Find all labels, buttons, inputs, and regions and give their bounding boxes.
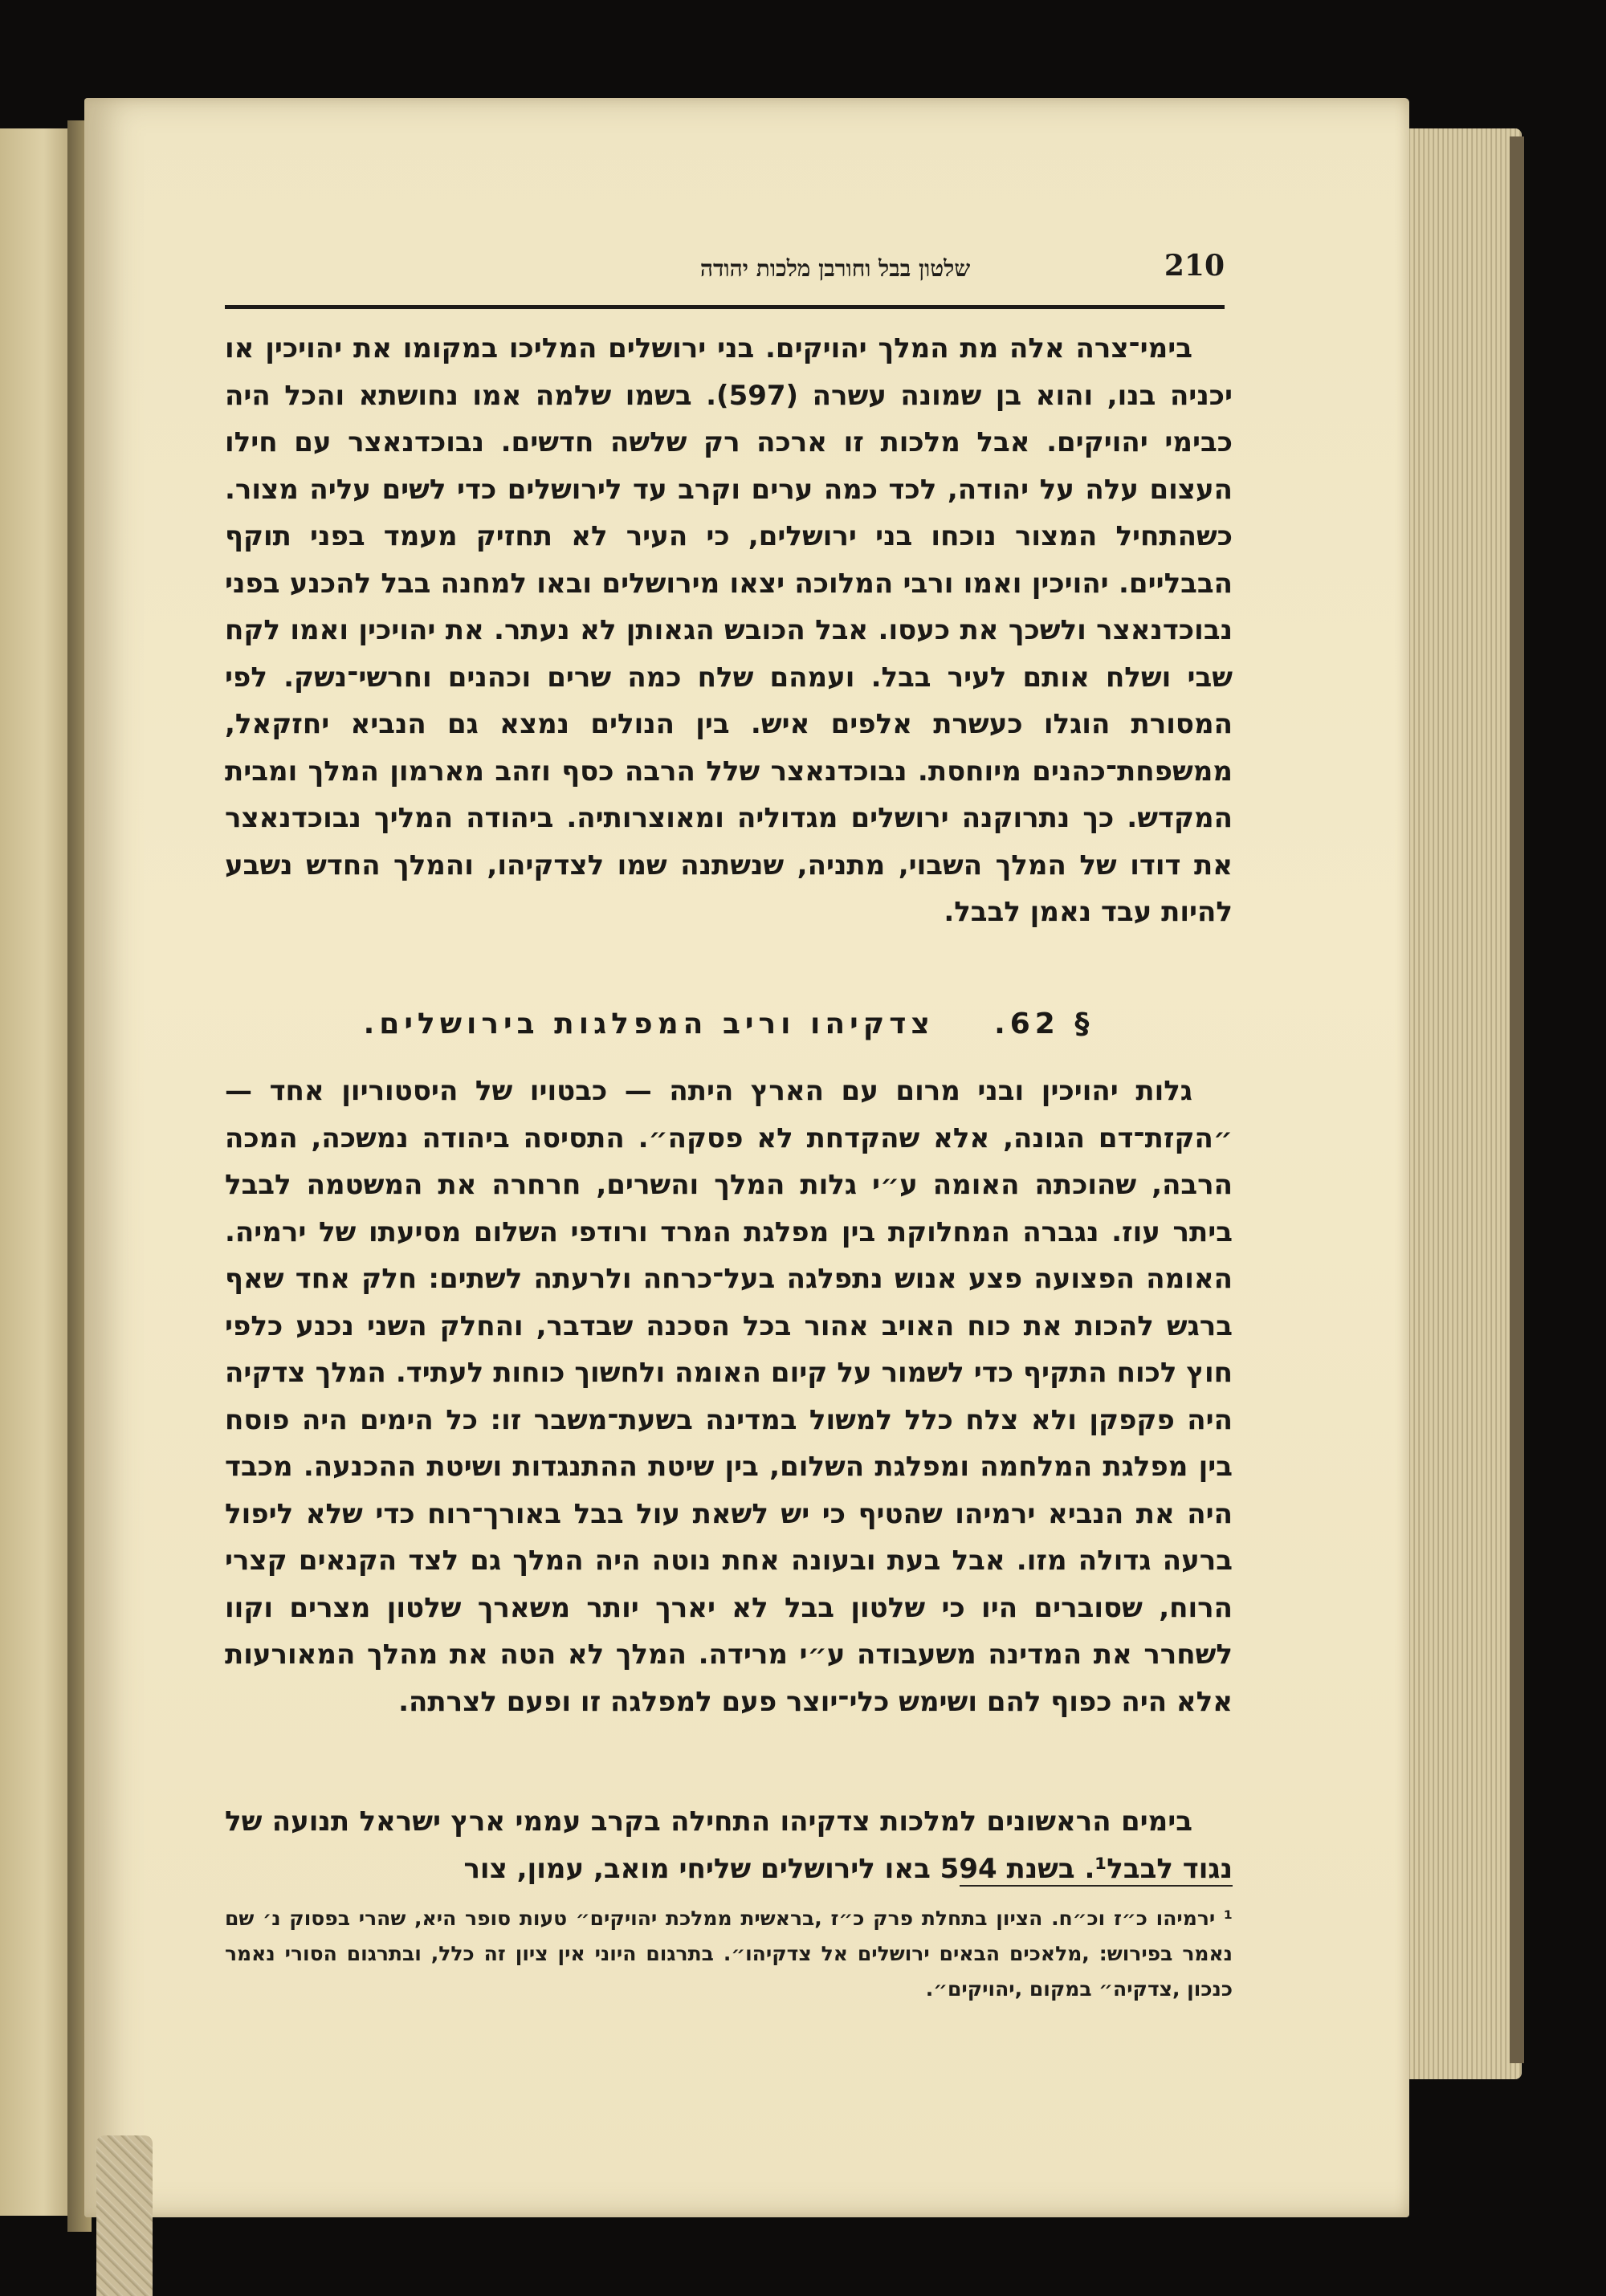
footnote-divider xyxy=(960,1885,1233,1887)
section-title: צדקיהו וריב המפלגות בירושלים. xyxy=(363,1008,935,1040)
paragraph-1 xyxy=(225,325,1233,936)
paragraph-3-text: בימים הראשונים למלכות צדקיהו התחילה בקרב עממי ארץ ישראל תנועה של נגוד לבבל¹. בשנת 594 באו לירושלים שליחי מואב, עמון, צור xyxy=(225,1805,1233,1885)
facing-left-page-edge xyxy=(0,128,72,2216)
running-head: שלטון בבל וחורבן מלכות יהודה xyxy=(699,255,971,282)
page-number: 210 xyxy=(1164,249,1225,283)
footnote xyxy=(225,1901,1233,2007)
section-number: § 62. xyxy=(994,1008,1094,1040)
paragraph-2 xyxy=(225,1068,1233,1725)
footnote-text: ¹ ירמיהו כ״ז וכ״ח. הציון בתחלת פרק כ״ז ,בראשית ממלכת יהויקים״ טעות סופר היא, שהרי בפסוק נ׳ שם נאמר בפירוש: ,מלאכים הבאים ירושלים אל צדקיהו״. בתרגום היוני אין ציון זה כלל, ובתרגום הסורי נאמר כנכון ,צדקיה״ במקום ,יהויקים״. xyxy=(225,1907,1233,2001)
page-header xyxy=(225,241,1225,309)
page-block-edges xyxy=(1401,128,1522,2079)
paragraph-2-text: גלות יהויכין ובני מרום עם הארץ היתה — כבטויו של היסטוריון אחד — ״הקזת־דם הגונה, אלא שהקדחת לא פסקה״. התסיסה ביהודה נמשכה, המכה הרבה, שהוכתה האומה ע״י גלות המלך והשרים, חרחרה את המשטמה לבבל ביתר עוז. נגברה המחלוקת בין מפלגת המרד ורודפי השלום מסיעתו של ירמיה. האומה הפצועה פצע אנוש נתפלגה בעל־כרחה ולרעתה לשתים: חלק אחד שאף ברגש להכות את כוח האויב אהור בכל הסכנה שבדבר, והחלק השני נכנע כלפי חוץ לכוח התקיף כדי לשמור על קיום האומה ולחשוך כוחות לעתיד. המלך צדקיה היה פקפקן ולא צלח כלל למשול במדינה בשעת־משבר זו: כל הימים היה פוסח בין מפלגת המלחמה ומפלגת השלום, בין שיטת ההתנגדות ושיטת ההכנעה. מכבד היה את הנביא ירמיהו שהטיף כי יש לשאת עול בבל באורך־רוח כדי שלא ליפול ברעה גדולה מזו. אבל בעת ובעונה אחת נוטה היה המלך גם לצד הקנאים קצרי הרוח, שסוברים היו כי שלטון בבל לא יארך יותר משארך שלטון מצרים וקוו לשחרר את המדינה משעבודה ע״י מרידה. המלך לא הטה את מהלך המאורעות אלא היה כפוף להם ושימש כלי־יוצר פעם למפלגה זו ופעם לצרתה. xyxy=(225,1075,1233,1718)
paragraph-3 xyxy=(225,1798,1233,1892)
paragraph-1-text: בימי־צרה אלה מת המלך יהויקים. בני ירושלים המליכו במקומו את יהויכין או יכניה בנו, והוא בן שמונה עשרה (597). בשמו שלמה אמו נחושתא והכל היה כבימי יהויקים. אבל מלכות זו ארכה רק שלשה חדשים. נבוכדנאצר עם חילו העצום עלה על יהודה, לכד כמה ערים וקרב עד לירושלים כדי לשים עליה מצור. כשהתחיל המצור נוכחו בני ירושלים, כי העיר לא תחזיק מעמד בפני תוקף הבבליים. יהויכין ואמו ורבי המלוכה יצאו מירושלים ובאו למחנה בבל להכנע בפני נבוכדנאצר ולשכך את כעסו. אבל הכובש הגאותן לא נעתר. את יהויכין ואמו לקח שבי ושלח אותם לעיר בבל. ועמהם שלח כמה שרים וכהנים וחרשי־נשק. לפי המסורת הוגלו כעשרת אלפים איש. בין הנולים נמצא גם הנביא יחזקאל, ממשפחת־כהנים מיוחסת. נבוכדנאצר שלל הרבה כסף וזהב מארמון המלך ומבית המקדש. כך נתרוקנה ירושלים מגדוליה ומאוצרותיה. ביהודה המליך נבוכדנאצר את דודו של המלך השבוי, מתניה, שנשתנה שמו לצדקיהו, והמלך החדש נשבע להיות עבד נאמן לבבל. xyxy=(225,332,1233,928)
section-heading xyxy=(225,1008,1233,1040)
ribbon-bookmark xyxy=(96,2135,153,2296)
book-cover-edge xyxy=(1510,136,1524,2063)
